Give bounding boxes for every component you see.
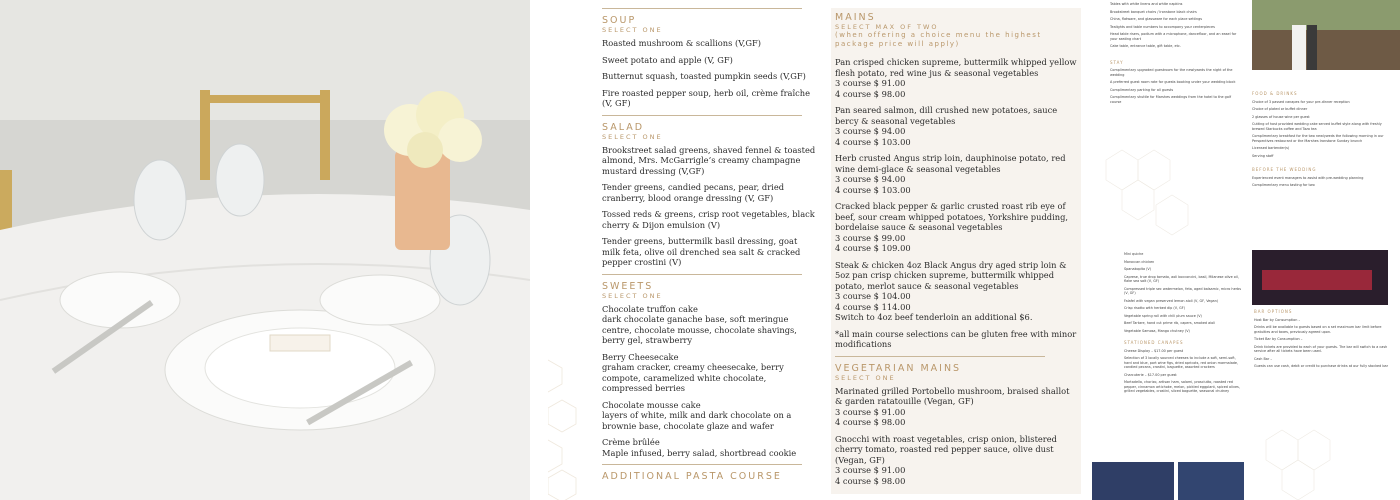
mains-item <box>835 201 1077 254</box>
menu-left-column <box>602 8 818 482</box>
brochure-item: Experienced event managers to assist with pre-wedding planning <box>1252 175 1364 180</box>
bar-item: Drinks will be available to guests based on a set maximum bar limit before gratuities and taxes, previously agreed upon. <box>1254 325 1382 334</box>
brochure-item: Complimentary shuttle for Marshes weddings from the hotel to the golf course <box>1110 95 1232 104</box>
divider <box>602 115 802 116</box>
canape-item: Mini quiche <box>1124 252 1144 256</box>
canape-item: Caprese, true drop tomato, aoli bocconcini, basil, Milanese olive oil, flake sea salt (V, GF) <box>1124 274 1239 283</box>
brochure-item: Serving staff <box>1252 153 1274 158</box>
price-3-course: 3 course $ 94.00 <box>835 126 906 136</box>
salad-item: Tossed reds & greens, crisp root vegetables, black cherry & Dijon emulsion (V) <box>602 209 815 230</box>
stationed-item: Cheese Display – $17.00 per guest <box>1124 348 1184 353</box>
brochure-item: Choice of plated or buffet dinner <box>1252 107 1308 111</box>
bar-item: Drink tickets are provided to each of your guests. The bar will switch to a cash service after all tickets have been used. <box>1254 344 1388 353</box>
soup-item: Fire roasted pepper soup, herb oil, crème fraîche (V, GF) <box>602 87 811 108</box>
price-4-course: 4 course $ 98.00 <box>835 88 906 99</box>
sweets-item-desc: Maple infused, berry salad, shortbread cookie <box>602 447 797 458</box>
salad-subtitle: SELECT ONE <box>602 132 663 141</box>
sweets-item <box>602 304 818 346</box>
salad-item: Tender greens, buttermilk basil dressing, goat milk feta, olive oil drenched sea salt & cracked pepper crostini (V) <box>602 236 801 267</box>
brochure-item: Choice of 3 passed canapes for your pre-dinner reception <box>1252 99 1350 104</box>
stay-title: STAY <box>1110 59 1124 65</box>
mains-item-desc: Pan seared salmon, dill crushed new potatoes, sauce bercy & seasonal vegetables <box>835 105 1058 126</box>
stationed-item: Charcuterie – $17.00 per guest <box>1124 372 1177 377</box>
sweets-subtitle: SELECT ONE <box>602 291 663 300</box>
canape-item: Crisp risotto with herbed dip (V, GF) <box>1124 306 1186 310</box>
divider <box>602 464 802 465</box>
bar-item: Guests can use cash, debit or credit to purchase drinks at our fully stocked bar <box>1254 364 1388 368</box>
menu-right-column <box>831 8 1081 494</box>
salad-item: Brookstreet salad greens, shaved fennel & toasted almond, Mrs. McGarrigle’s creamy champagne mustard dressing (V,GF) <box>602 144 816 176</box>
brochure-item: Complimentary breakfast for the two newlyweds the following morning in our Perspectives restaurant or the Marshes Ironstone Sunday brunch <box>1252 134 1384 143</box>
price-3-course: 3 course $ 94.00 <box>835 174 906 184</box>
sweets-item-name: Chocolate truffon cake <box>602 303 698 314</box>
mains-item <box>835 57 1077 99</box>
bar-item: Ticket Bar by Consumption – <box>1254 337 1303 341</box>
before-title: BEFORE THE WEDDING <box>1252 167 1317 172</box>
mains-note: (when offering a choice menu the highest package price will apply) <box>835 31 1042 48</box>
brochure-item: Brookstreet banquet chairs / Ironstone black chairs <box>1110 9 1197 14</box>
brochure-item: Complimentary menu tasting for two <box>1252 183 1315 187</box>
brochure-right-column <box>1252 92 1392 191</box>
canape-item: Compressed triple sec watermelon, feta, aged balsamic, micro herbs (V, GF) <box>1124 286 1241 295</box>
price-3-course: 3 course $ 104.00 <box>835 291 911 301</box>
veg-item <box>835 386 1077 428</box>
mains-subtitle: SELECT MAX OF TWO <box>835 23 939 31</box>
brochure-item: Tables with white linens and white napkins <box>1110 2 1183 6</box>
salad-title: SALAD <box>602 121 645 133</box>
mains-item-desc: Herb crusted Angus strip loin, dauphinoise potato, red wine demi-glace & seasonal vegetables <box>835 153 1066 174</box>
mains-item <box>835 105 1077 147</box>
sweets-title: SWEETS <box>602 280 654 292</box>
sweets-item-desc: graham cracker, creamy cheesecake, berry compote, caramelized white chocolate, compressed berries <box>602 362 784 393</box>
sweets-item-desc: layers of white, milk and dark chocolate on a brownie base, chocolate glaze and wafer <box>602 410 792 431</box>
bar-title: BAR OPTIONS <box>1254 309 1293 314</box>
table-setting-illustration <box>0 0 530 500</box>
gluten-free-note: *all main course selections can be gluten free with minor modifications <box>835 328 1077 349</box>
brochure-item: Complimentary parking for all guests <box>1110 87 1174 92</box>
upgrade-note: Switch to 4oz beef tenderloin an additional $6. <box>835 312 1033 322</box>
price-4-course: 4 course $ 103.00 <box>835 136 911 147</box>
mains-item-desc: Pan crisped chicken supreme, buttermilk whipped yellow flesh potato, red wine jus & seasonal vegetables <box>835 57 1077 78</box>
price-4-course: 4 course $ 98.00 <box>835 417 906 427</box>
veg-item-desc: Gnocchi with roast vegetables, crisp onion, blistered cherry tomato, roasted red pepper sauce, olive dust (Vegan, GF) <box>835 433 1057 465</box>
food-title: FOOD & DRINKS <box>1252 91 1298 96</box>
price-3-course: 3 course $ 91.00 <box>835 406 906 417</box>
price-4-course: 4 course $ 103.00 <box>835 184 911 195</box>
veg-subtitle: SELECT ONE <box>835 373 896 382</box>
pasta-title: ADDITIONAL PASTA COURSE <box>602 471 782 482</box>
veg-title: VEGETARIAN MAINS <box>835 362 962 374</box>
mains-item-desc: Cracked black pepper & garlic crusted roast rib eye of beef, sour cream whipped potatoes, Yorkshire pudding, bordelaise sauce & seasonal vegetables <box>835 201 1069 232</box>
price-4-course: 4 course $ 109.00 <box>835 243 911 253</box>
bar-item: Cash Bar – <box>1254 356 1273 361</box>
brochure-canape-column <box>1124 252 1242 397</box>
sweets-item <box>602 437 818 458</box>
canape-item: Beef Tartare, hand cut prime rib, capers, smoked aioli <box>1124 321 1216 325</box>
brochure-item: A preferred guest room rate for guests booking under your wedding block <box>1110 80 1236 84</box>
brochure-item: Cake table, entrance table, gift table, etc. <box>1110 44 1181 48</box>
soup-subtitle: SELECT ONE <box>602 26 663 34</box>
canape-item: Falafel with vegan preserved lemon aioli (V, GF, Vegan) <box>1124 298 1219 303</box>
table-setting-photo <box>0 0 530 500</box>
soup-title: SOUP <box>602 15 637 26</box>
sweets-item <box>602 352 818 394</box>
price-4-course: 4 course $ 114.00 <box>835 301 911 312</box>
canape-item: Spanakopita (V) <box>1124 267 1152 271</box>
stationed-item: Mortadella, chorizo, artisan ham, salami, prosciutto, roasted red pepper, cinnamon artichoke, melon, pickled eggplant, spiced olives, grilled vegetables, crostini, sliced baguette, seasonal chutney <box>1124 380 1240 393</box>
brochure-item: Tealights and table numbers to accompany your centerpieces <box>1110 24 1215 29</box>
canape-item: Moroccan chicken <box>1124 259 1155 264</box>
sweets-item-desc: dark chocolate ganache base, soft meringue centre, chocolate mousse, chocolate shavings, berry gel, strawberry <box>602 314 797 345</box>
wedding-menu-page <box>548 0 1088 500</box>
mains-item <box>835 260 1077 323</box>
canape-item: Vegetable spring roll with chili plum sauce (V) <box>1124 313 1202 318</box>
brochure-left-column <box>1110 2 1240 107</box>
price-3-course: 3 course $ 91.00 <box>835 78 906 88</box>
brochure-item: Head table risers, podium with a microphone, dancefloor, and an easel for your seating chart <box>1110 32 1237 41</box>
brochure-item: China, flatware, and glassware for each place settings <box>1110 17 1203 21</box>
veg-item <box>835 434 1077 487</box>
canape-item: Vegetable Samosa, Mango chutney (V) <box>1124 328 1190 333</box>
mains-item-desc: Steak & chicken 4oz Black Angus dry aged strip loin & 5oz pan crisp chicken supreme, buttermilk whipped potato, merlot sauce & seasonal vegetables <box>835 259 1067 291</box>
sweets-item-name: Berry Cheesecake <box>602 351 679 362</box>
veg-item-desc: Marinated grilled Portobello mushroom, braised shallot & garden ratatouille (Vegan, GF) <box>835 385 1070 406</box>
soup-item: Butternut squash, toasted pumpkin seeds (V,GF) <box>602 71 806 81</box>
stationed-item: Selection of 3 locally sourced cheeses to include a soft, semi-soft, hard and blue, port wine figs, dried apricots, red onion marmalade, candied pecans, crostini, baguette, assorted crackers <box>1124 356 1239 369</box>
mains-section <box>831 8 1081 494</box>
sweets-item-name: Chocolate mousse cake <box>602 399 701 410</box>
price-3-course: 3 course $ 99.00 <box>835 232 906 243</box>
brochure-item: Complimentary upgraded guestroom for the newlyweds the night of the wedding <box>1110 68 1233 77</box>
sweets-item-name: Crème brûlée <box>602 437 660 447</box>
divider <box>602 8 802 9</box>
wedding-brochure <box>1092 0 1400 500</box>
stationed-title: STATIONED CANAPES <box>1124 340 1184 345</box>
bar-item: Host Bar by Consumption – <box>1254 317 1301 322</box>
price-3-course: 3 course $ 91.00 <box>835 465 906 475</box>
soup-item: Sweet potato and apple (V, GF) <box>602 54 733 65</box>
salad-item: Tender greens, candied pecans, pear, dried cranberry, blood orange dressing (V, GF) <box>602 182 785 203</box>
mains-item <box>835 153 1077 195</box>
brochure-item: 2 glasses of house wine per guest <box>1252 114 1310 119</box>
brochure-bar-column <box>1254 310 1392 372</box>
brochure-item: Cutting of host provided wedding cake served buffet style along with freshly brewed Starbucks coffee and Tazo tea <box>1252 122 1382 131</box>
brochure-item: Licensed bartender(s) <box>1252 146 1290 150</box>
mains-title: MAINS <box>835 12 876 23</box>
divider <box>602 274 802 275</box>
soup-item: Roasted mushroom & scallions (V,GF) <box>602 38 762 48</box>
sweets-item <box>602 400 818 432</box>
price-4-course: 4 course $ 98.00 <box>835 475 906 486</box>
divider <box>835 356 1045 357</box>
